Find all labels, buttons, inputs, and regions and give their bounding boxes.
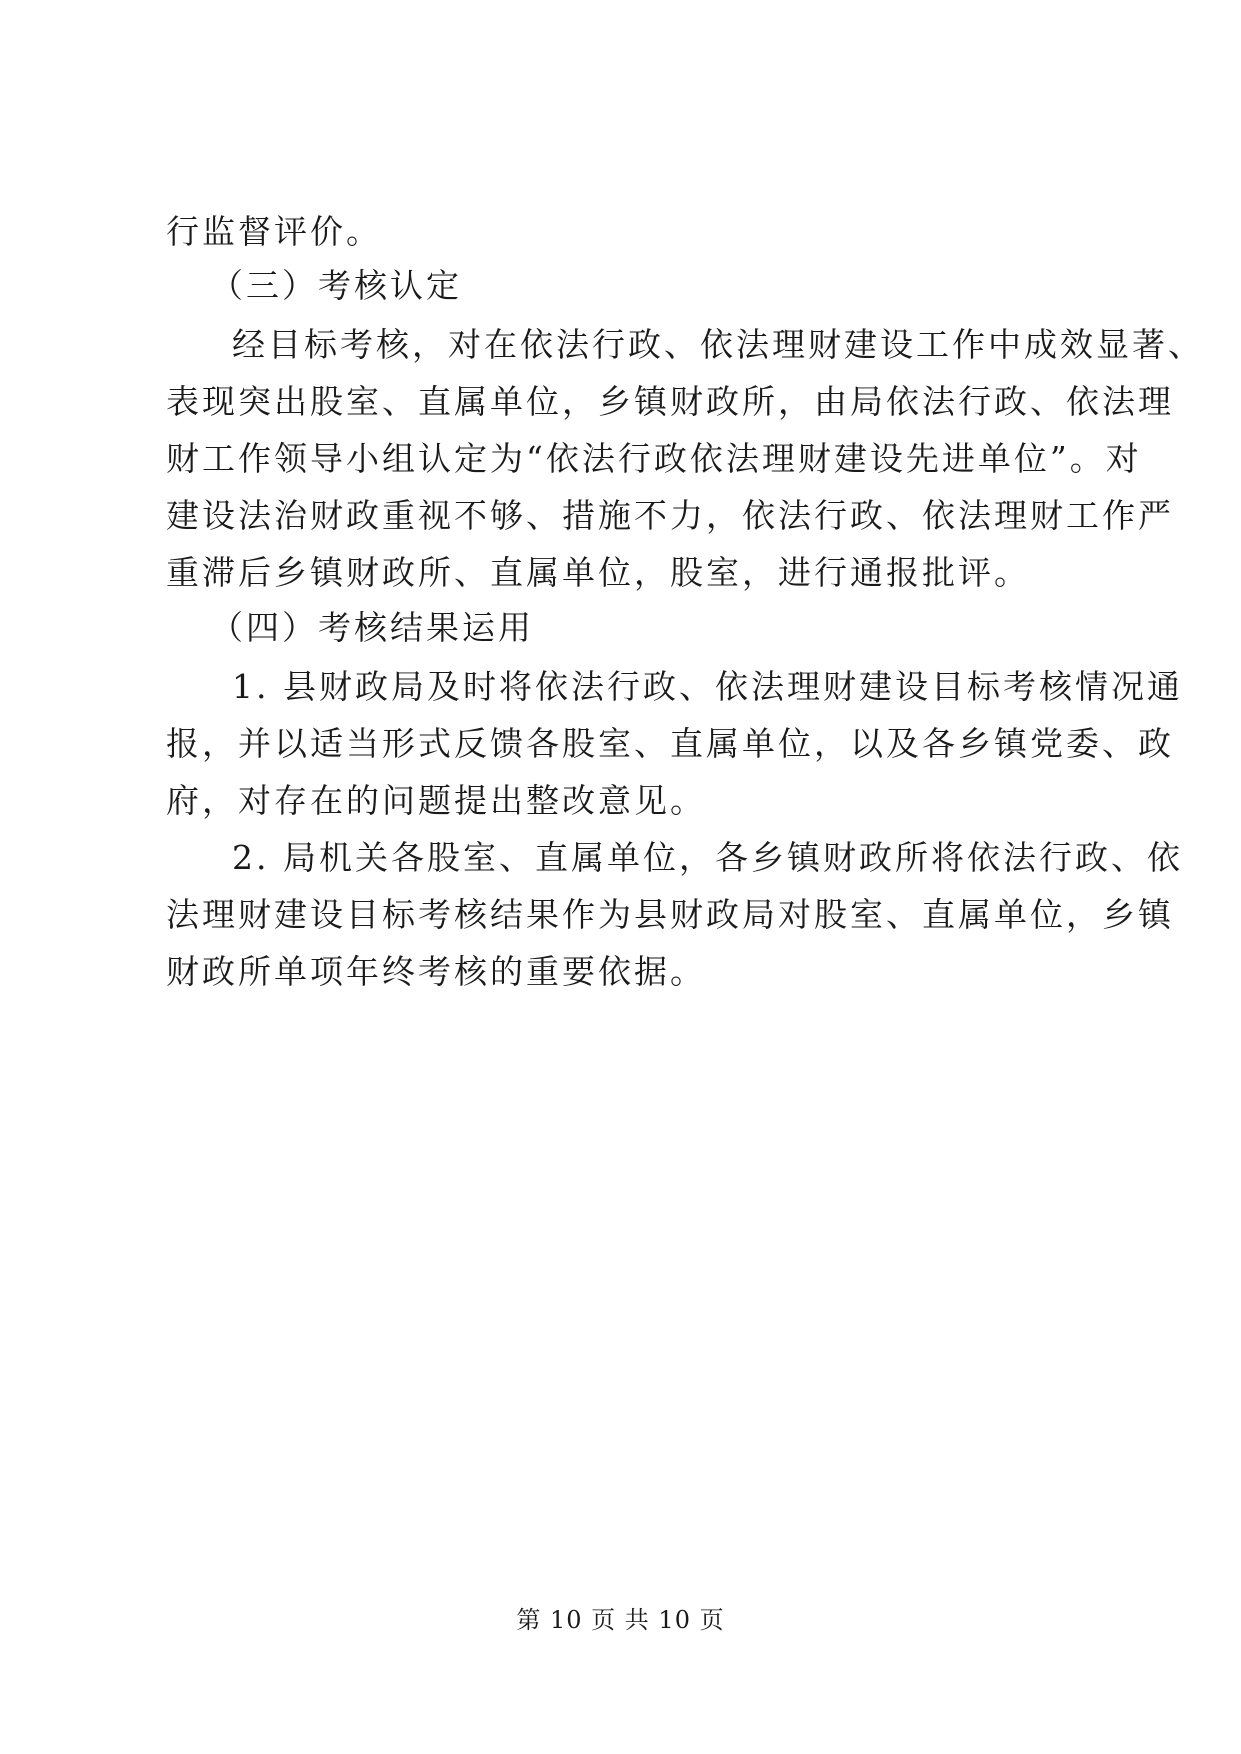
list-item-1-line: 府，对存在的问题提出整改意见。 <box>166 781 706 820</box>
list-item-1-line: 报，并以适当形式反馈各股室、直属单位，以及各乡镇党委、政 <box>166 724 1174 763</box>
section-heading-4: （四）考核结果运用 <box>210 608 534 647</box>
page-number-footer: 第 10 页 共 10 页 <box>516 1606 725 1634</box>
paragraph-line: 重滞后乡镇财政所、直属单位，股室，进行通报批评。 <box>166 553 1030 592</box>
paragraph-line: 建设法治财政重视不够、措施不力，依法行政、依法理财工作严 <box>166 496 1174 535</box>
list-item-2-line: 法理财建设目标考核结果作为县财政局对股室、直属单位，乡镇 <box>166 895 1174 934</box>
paragraph-continuation-line: 行监督评价。 <box>166 212 382 251</box>
paragraph-line: 表现突出股室、直属单位，乡镇财政所，由局依法行政、依法理 <box>166 382 1174 421</box>
list-item-1-line: 1. 县财政局及时将依法行政、依法理财建设目标考核情况通 <box>232 667 1183 706</box>
list-item-2-line: 财政所单项年终考核的重要依据。 <box>166 952 706 991</box>
list-item-2-line: 2. 局机关各股室、直属单位，各乡镇财政所将依法行政、依 <box>232 838 1183 877</box>
paragraph-line: 财工作领导小组认定为“依法行政依法理财建设先进单位”。对 <box>166 439 1142 478</box>
paragraph-line: 经目标考核，对在依法行政、依法理财建设工作中成效显著、 <box>232 325 1204 364</box>
section-heading-3: （三）考核认定 <box>210 266 462 305</box>
